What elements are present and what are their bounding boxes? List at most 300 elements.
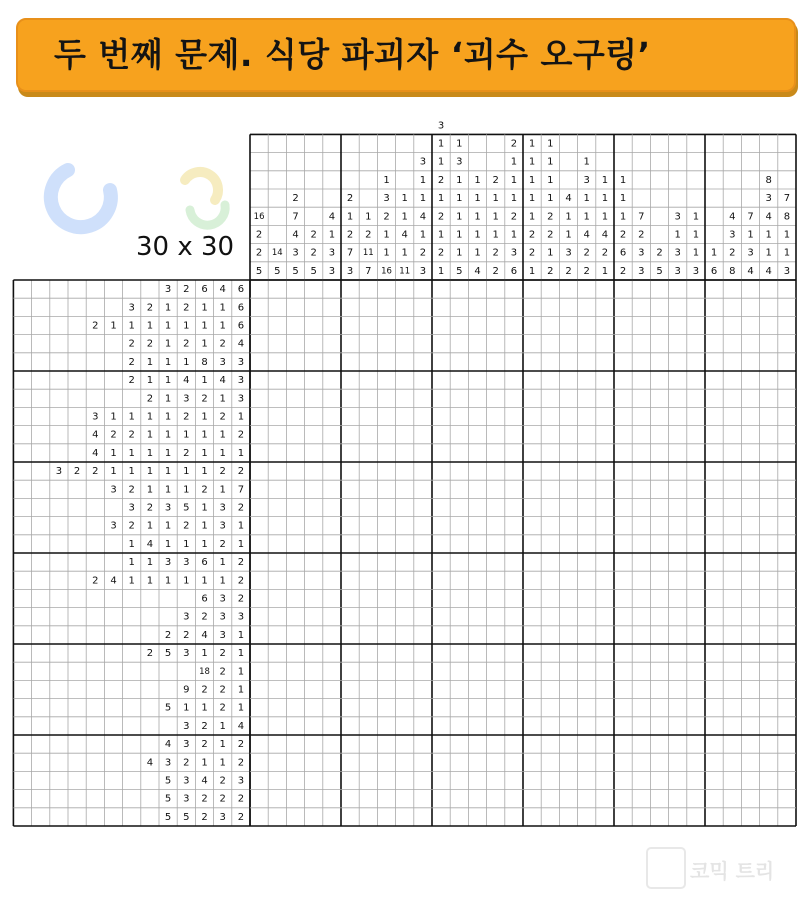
puzzle-cell[interactable]: [706, 354, 722, 370]
puzzle-cell[interactable]: [524, 663, 540, 679]
puzzle-cell[interactable]: [251, 718, 267, 734]
puzzle-cell[interactable]: [688, 518, 704, 534]
puzzle-cell[interactable]: [579, 572, 595, 588]
puzzle-cell[interactable]: [415, 281, 431, 297]
puzzle-cell[interactable]: [342, 700, 358, 716]
puzzle-cell[interactable]: [269, 463, 285, 479]
puzzle-cell[interactable]: [251, 536, 267, 552]
puzzle-cell[interactable]: [542, 518, 558, 534]
puzzle-cell[interactable]: [342, 281, 358, 297]
puzzle-cell[interactable]: [324, 408, 340, 424]
puzzle-cell[interactable]: [269, 336, 285, 352]
puzzle-cell[interactable]: [670, 627, 686, 643]
puzzle-cell[interactable]: [251, 499, 267, 515]
puzzle-cell[interactable]: [779, 499, 795, 515]
puzzle-cell[interactable]: [633, 645, 649, 661]
puzzle-cell[interactable]: [251, 354, 267, 370]
puzzle-cell[interactable]: [324, 427, 340, 443]
puzzle-cell[interactable]: [633, 499, 649, 515]
puzzle-cell[interactable]: [451, 390, 467, 406]
puzzle-cell[interactable]: [506, 736, 522, 752]
puzzle-cell[interactable]: [324, 390, 340, 406]
puzzle-cell[interactable]: [360, 627, 376, 643]
puzzle-cell[interactable]: [433, 736, 449, 752]
puzzle-cell[interactable]: [651, 281, 667, 297]
puzzle-cell[interactable]: [742, 281, 758, 297]
puzzle-cell[interactable]: [688, 663, 704, 679]
puzzle-cell[interactable]: [506, 791, 522, 807]
puzzle-cell[interactable]: [742, 372, 758, 388]
puzzle-cell[interactable]: [506, 681, 522, 697]
puzzle-cell[interactable]: [742, 408, 758, 424]
puzzle-cell[interactable]: [761, 390, 777, 406]
puzzle-cell[interactable]: [688, 772, 704, 788]
puzzle-cell[interactable]: [378, 336, 394, 352]
puzzle-cell[interactable]: [488, 736, 504, 752]
puzzle-cell[interactable]: [706, 463, 722, 479]
puzzle-cell[interactable]: [706, 499, 722, 515]
puzzle-cell[interactable]: [287, 718, 303, 734]
puzzle-cell[interactable]: [742, 554, 758, 570]
puzzle-cell[interactable]: [633, 536, 649, 552]
puzzle-cell[interactable]: [579, 663, 595, 679]
puzzle-cell[interactable]: [469, 499, 485, 515]
puzzle-cell[interactable]: [251, 372, 267, 388]
puzzle-cell[interactable]: [488, 390, 504, 406]
puzzle-cell[interactable]: [633, 317, 649, 333]
puzzle-cell[interactable]: [269, 281, 285, 297]
puzzle-cell[interactable]: [433, 681, 449, 697]
puzzle-cell[interactable]: [251, 700, 267, 716]
puzzle-cell[interactable]: [324, 791, 340, 807]
puzzle-cell[interactable]: [615, 572, 631, 588]
puzzle-cell[interactable]: [615, 317, 631, 333]
puzzle-cell[interactable]: [633, 736, 649, 752]
puzzle-cell[interactable]: [651, 390, 667, 406]
puzzle-cell[interactable]: [469, 372, 485, 388]
puzzle-cell[interactable]: [579, 809, 595, 825]
puzzle-cell[interactable]: [360, 663, 376, 679]
puzzle-cell[interactable]: [560, 609, 576, 625]
puzzle-cell[interactable]: [615, 554, 631, 570]
puzzle-cell[interactable]: [415, 372, 431, 388]
puzzle-cell[interactable]: [488, 354, 504, 370]
puzzle-cell[interactable]: [451, 809, 467, 825]
puzzle-cell[interactable]: [706, 408, 722, 424]
puzzle-cell[interactable]: [579, 463, 595, 479]
puzzle-cell[interactable]: [651, 681, 667, 697]
puzzle-cell[interactable]: [779, 736, 795, 752]
puzzle-cell[interactable]: [579, 681, 595, 697]
puzzle-cell[interactable]: [287, 554, 303, 570]
puzzle-cell[interactable]: [378, 372, 394, 388]
puzzle-cell[interactable]: [633, 554, 649, 570]
puzzle-cell[interactable]: [469, 681, 485, 697]
puzzle-cell[interactable]: [651, 499, 667, 515]
puzzle-cell[interactable]: [415, 518, 431, 534]
puzzle-cell[interactable]: [706, 681, 722, 697]
puzzle-cell[interactable]: [451, 518, 467, 534]
puzzle-cell[interactable]: [306, 463, 322, 479]
puzzle-cell[interactable]: [415, 317, 431, 333]
puzzle-cell[interactable]: [706, 809, 722, 825]
puzzle-cell[interactable]: [324, 372, 340, 388]
puzzle-cell[interactable]: [542, 354, 558, 370]
puzzle-cell[interactable]: [560, 408, 576, 424]
puzzle-cell[interactable]: [324, 718, 340, 734]
puzzle-cell[interactable]: [324, 518, 340, 534]
puzzle-cell[interactable]: [451, 681, 467, 697]
puzzle-cell[interactable]: [651, 663, 667, 679]
puzzle-cell[interactable]: [633, 590, 649, 606]
puzzle-cell[interactable]: [724, 718, 740, 734]
puzzle-cell[interactable]: [524, 463, 540, 479]
puzzle-cell[interactable]: [560, 390, 576, 406]
puzzle-cell[interactable]: [342, 481, 358, 497]
puzzle-cell[interactable]: [488, 281, 504, 297]
puzzle-cell[interactable]: [469, 427, 485, 443]
puzzle-cell[interactable]: [415, 499, 431, 515]
puzzle-cell[interactable]: [378, 791, 394, 807]
puzzle-cell[interactable]: [779, 427, 795, 443]
puzzle-cell[interactable]: [360, 609, 376, 625]
puzzle-cell[interactable]: [779, 336, 795, 352]
puzzle-cell[interactable]: [779, 681, 795, 697]
puzzle-cell[interactable]: [506, 372, 522, 388]
puzzle-cell[interactable]: [469, 354, 485, 370]
puzzle-cell[interactable]: [342, 299, 358, 315]
puzzle-cell[interactable]: [742, 754, 758, 770]
puzzle-cell[interactable]: [724, 354, 740, 370]
puzzle-cell[interactable]: [542, 463, 558, 479]
puzzle-cell[interactable]: [433, 754, 449, 770]
puzzle-cell[interactable]: [324, 554, 340, 570]
puzzle-cell[interactable]: [615, 427, 631, 443]
puzzle-cell[interactable]: [688, 791, 704, 807]
puzzle-cell[interactable]: [560, 372, 576, 388]
puzzle-cell[interactable]: [651, 408, 667, 424]
puzzle-cell[interactable]: [342, 427, 358, 443]
puzzle-cell[interactable]: [287, 572, 303, 588]
puzzle-cell[interactable]: [451, 372, 467, 388]
puzzle-cell[interactable]: [469, 718, 485, 734]
puzzle-cell[interactable]: [651, 772, 667, 788]
puzzle-cell[interactable]: [524, 754, 540, 770]
puzzle-cell[interactable]: [742, 791, 758, 807]
puzzle-cell[interactable]: [615, 609, 631, 625]
puzzle-cell[interactable]: [342, 572, 358, 588]
puzzle-cell[interactable]: [378, 427, 394, 443]
puzzle-cell[interactable]: [251, 590, 267, 606]
puzzle-cell[interactable]: [597, 372, 613, 388]
puzzle-cell[interactable]: [506, 590, 522, 606]
puzzle-cell[interactable]: [597, 281, 613, 297]
puzzle-cell[interactable]: [651, 809, 667, 825]
puzzle-cell[interactable]: [488, 336, 504, 352]
puzzle-cell[interactable]: [742, 481, 758, 497]
puzzle-cell[interactable]: [342, 736, 358, 752]
puzzle-cell[interactable]: [615, 700, 631, 716]
puzzle-cell[interactable]: [324, 590, 340, 606]
puzzle-cell[interactable]: [615, 499, 631, 515]
puzzle-cell[interactable]: [670, 718, 686, 734]
puzzle-cell[interactable]: [251, 463, 267, 479]
puzzle-cell[interactable]: [451, 408, 467, 424]
puzzle-cell[interactable]: [779, 445, 795, 461]
puzzle-cell[interactable]: [633, 463, 649, 479]
puzzle-cell[interactable]: [724, 572, 740, 588]
puzzle-cell[interactable]: [506, 772, 522, 788]
puzzle-cell[interactable]: [451, 317, 467, 333]
puzzle-cell[interactable]: [651, 427, 667, 443]
puzzle-cell[interactable]: [306, 718, 322, 734]
puzzle-cell[interactable]: [324, 336, 340, 352]
puzzle-cell[interactable]: [761, 317, 777, 333]
puzzle-cell[interactable]: [306, 609, 322, 625]
puzzle-cell[interactable]: [360, 427, 376, 443]
puzzle-cell[interactable]: [761, 754, 777, 770]
puzzle-cell[interactable]: [560, 754, 576, 770]
puzzle-cell[interactable]: [724, 408, 740, 424]
puzzle-cell[interactable]: [488, 572, 504, 588]
puzzle-cell[interactable]: [342, 809, 358, 825]
puzzle-cell[interactable]: [761, 518, 777, 534]
puzzle-cell[interactable]: [287, 536, 303, 552]
puzzle-cell[interactable]: [360, 772, 376, 788]
puzzle-cell[interactable]: [779, 372, 795, 388]
puzzle-cell[interactable]: [670, 518, 686, 534]
puzzle-cell[interactable]: [579, 736, 595, 752]
puzzle-cell[interactable]: [306, 408, 322, 424]
puzzle-cell[interactable]: [688, 390, 704, 406]
puzzle-cell[interactable]: [433, 572, 449, 588]
puzzle-cell[interactable]: [524, 281, 540, 297]
puzzle-cell[interactable]: [506, 463, 522, 479]
puzzle-cell[interactable]: [706, 372, 722, 388]
puzzle-cell[interactable]: [433, 590, 449, 606]
puzzle-cell[interactable]: [706, 791, 722, 807]
puzzle-cell[interactable]: [324, 736, 340, 752]
puzzle-cell[interactable]: [615, 281, 631, 297]
puzzle-cell[interactable]: [506, 445, 522, 461]
puzzle-cell[interactable]: [433, 463, 449, 479]
puzzle-cell[interactable]: [433, 336, 449, 352]
puzzle-cell[interactable]: [287, 463, 303, 479]
puzzle-cell[interactable]: [597, 554, 613, 570]
puzzle-cell[interactable]: [524, 445, 540, 461]
puzzle-cell[interactable]: [688, 463, 704, 479]
puzzle-cell[interactable]: [633, 700, 649, 716]
puzzle-cell[interactable]: [397, 354, 413, 370]
puzzle-cell[interactable]: [251, 427, 267, 443]
puzzle-cell[interactable]: [360, 809, 376, 825]
puzzle-cell[interactable]: [651, 590, 667, 606]
puzzle-cell[interactable]: [378, 663, 394, 679]
puzzle-cell[interactable]: [597, 390, 613, 406]
puzzle-cell[interactable]: [378, 518, 394, 534]
puzzle-cell[interactable]: [378, 681, 394, 697]
puzzle-cell[interactable]: [615, 408, 631, 424]
puzzle-cell[interactable]: [342, 754, 358, 770]
puzzle-cell[interactable]: [761, 791, 777, 807]
puzzle-cell[interactable]: [761, 663, 777, 679]
puzzle-cell[interactable]: [633, 390, 649, 406]
puzzle-cell[interactable]: [451, 645, 467, 661]
puzzle-cell[interactable]: [342, 554, 358, 570]
puzzle-cell[interactable]: [324, 663, 340, 679]
puzzle-cell[interactable]: [324, 681, 340, 697]
puzzle-cell[interactable]: [597, 299, 613, 315]
puzzle-cell[interactable]: [524, 518, 540, 534]
puzzle-cell[interactable]: [306, 645, 322, 661]
puzzle-cell[interactable]: [269, 772, 285, 788]
puzzle-cell[interactable]: [560, 681, 576, 697]
puzzle-cell[interactable]: [397, 609, 413, 625]
puzzle-cell[interactable]: [469, 336, 485, 352]
puzzle-cell[interactable]: [670, 390, 686, 406]
puzzle-cell[interactable]: [742, 590, 758, 606]
puzzle-cell[interactable]: [451, 336, 467, 352]
puzzle-cell[interactable]: [397, 336, 413, 352]
puzzle-cell[interactable]: [506, 408, 522, 424]
puzzle-cell[interactable]: [397, 390, 413, 406]
puzzle-cell[interactable]: [324, 809, 340, 825]
puzzle-cell[interactable]: [397, 700, 413, 716]
puzzle-cell[interactable]: [761, 609, 777, 625]
puzzle-cell[interactable]: [433, 718, 449, 734]
puzzle-cell[interactable]: [670, 681, 686, 697]
puzzle-cell[interactable]: [342, 445, 358, 461]
puzzle-cell[interactable]: [342, 772, 358, 788]
puzzle-cell[interactable]: [579, 627, 595, 643]
puzzle-cell[interactable]: [633, 408, 649, 424]
puzzle-cell[interactable]: [360, 299, 376, 315]
puzzle-cell[interactable]: [360, 372, 376, 388]
puzzle-cell[interactable]: [306, 499, 322, 515]
puzzle-cell[interactable]: [269, 445, 285, 461]
puzzle-cell[interactable]: [269, 609, 285, 625]
puzzle-cell[interactable]: [688, 427, 704, 443]
puzzle-cell[interactable]: [287, 663, 303, 679]
puzzle-cell[interactable]: [670, 536, 686, 552]
puzzle-cell[interactable]: [761, 445, 777, 461]
puzzle-cell[interactable]: [287, 281, 303, 297]
puzzle-cell[interactable]: [360, 281, 376, 297]
puzzle-cell[interactable]: [651, 518, 667, 534]
puzzle-cell[interactable]: [597, 536, 613, 552]
puzzle-cell[interactable]: [615, 372, 631, 388]
puzzle-cell[interactable]: [706, 390, 722, 406]
puzzle-cell[interactable]: [360, 590, 376, 606]
puzzle-cell[interactable]: [742, 772, 758, 788]
puzzle-cell[interactable]: [306, 700, 322, 716]
puzzle-cell[interactable]: [433, 299, 449, 315]
puzzle-cell[interactable]: [779, 554, 795, 570]
puzzle-cell[interactable]: [378, 317, 394, 333]
puzzle-cell[interactable]: [506, 536, 522, 552]
puzzle-cell[interactable]: [542, 554, 558, 570]
puzzle-cell[interactable]: [269, 627, 285, 643]
puzzle-cell[interactable]: [415, 791, 431, 807]
puzzle-cell[interactable]: [706, 445, 722, 461]
puzzle-cell[interactable]: [469, 663, 485, 679]
puzzle-cell[interactable]: [742, 572, 758, 588]
puzzle-cell[interactable]: [451, 354, 467, 370]
puzzle-cell[interactable]: [670, 281, 686, 297]
puzzle-cell[interactable]: [761, 463, 777, 479]
puzzle-cell[interactable]: [615, 718, 631, 734]
puzzle-cell[interactable]: [560, 427, 576, 443]
puzzle-cell[interactable]: [688, 299, 704, 315]
puzzle-cell[interactable]: [324, 481, 340, 497]
puzzle-cell[interactable]: [542, 536, 558, 552]
puzzle-cell[interactable]: [724, 536, 740, 552]
puzzle-cell[interactable]: [251, 299, 267, 315]
puzzle-cell[interactable]: [524, 390, 540, 406]
puzzle-cell[interactable]: [306, 372, 322, 388]
puzzle-cell[interactable]: [742, 299, 758, 315]
puzzle-cell[interactable]: [506, 809, 522, 825]
puzzle-cell[interactable]: [706, 518, 722, 534]
puzzle-cell[interactable]: [306, 736, 322, 752]
puzzle-cell[interactable]: [742, 390, 758, 406]
puzzle-cell[interactable]: [378, 772, 394, 788]
puzzle-cell[interactable]: [597, 481, 613, 497]
puzzle-cell[interactable]: [433, 281, 449, 297]
puzzle-cell[interactable]: [560, 518, 576, 534]
puzzle-cell[interactable]: [433, 791, 449, 807]
puzzle-cell[interactable]: [597, 609, 613, 625]
puzzle-cell[interactable]: [779, 317, 795, 333]
puzzle-cell[interactable]: [251, 554, 267, 570]
puzzle-cell[interactable]: [560, 481, 576, 497]
puzzle-cell[interactable]: [397, 317, 413, 333]
puzzle-cell[interactable]: [433, 645, 449, 661]
puzzle-cell[interactable]: [342, 627, 358, 643]
puzzle-cell[interactable]: [615, 663, 631, 679]
puzzle-cell[interactable]: [469, 700, 485, 716]
puzzle-cell[interactable]: [360, 791, 376, 807]
puzzle-cell[interactable]: [670, 772, 686, 788]
puzzle-cell[interactable]: [269, 372, 285, 388]
puzzle-cell[interactable]: [488, 645, 504, 661]
puzzle-cell[interactable]: [415, 336, 431, 352]
puzzle-cell[interactable]: [761, 336, 777, 352]
puzzle-cell[interactable]: [469, 408, 485, 424]
puzzle-cell[interactable]: [742, 518, 758, 534]
puzzle-cell[interactable]: [779, 809, 795, 825]
puzzle-cell[interactable]: [269, 427, 285, 443]
puzzle-cell[interactable]: [779, 299, 795, 315]
puzzle-cell[interactable]: [469, 481, 485, 497]
puzzle-cell[interactable]: [688, 554, 704, 570]
puzzle-cell[interactable]: [524, 317, 540, 333]
puzzle-cell[interactable]: [651, 572, 667, 588]
puzzle-cell[interactable]: [378, 354, 394, 370]
puzzle-cell[interactable]: [324, 281, 340, 297]
puzzle-cell[interactable]: [597, 754, 613, 770]
puzzle-cell[interactable]: [542, 809, 558, 825]
puzzle-cell[interactable]: [579, 645, 595, 661]
puzzle-cell[interactable]: [542, 572, 558, 588]
puzzle-cell[interactable]: [433, 354, 449, 370]
puzzle-cell[interactable]: [287, 518, 303, 534]
puzzle-cell[interactable]: [251, 317, 267, 333]
puzzle-cell[interactable]: [761, 681, 777, 697]
puzzle-cell[interactable]: [779, 772, 795, 788]
puzzle-cell[interactable]: [706, 609, 722, 625]
puzzle-cell[interactable]: [342, 390, 358, 406]
